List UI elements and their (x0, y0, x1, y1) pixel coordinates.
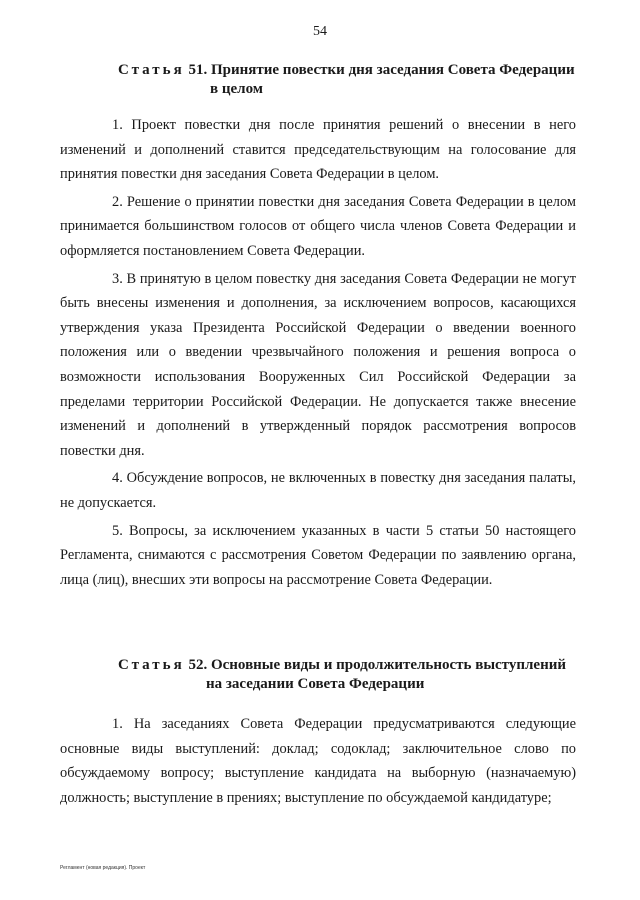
paragraph: 3. В принятую в целом повестку дня заседания Совета Федерации не могут быть внесены изменения и дополнения, за исключением вопросов, касающихся утверждения указа Президента Российской Федерации о введении военного положения или о введении чрезвычайного положения и решения вопроса о возможности использования Вооруженных Сил Российской Федерации за пределами территории Российской Федерации. Не допускается также внесение изменений и дополнений в утвержденный порядок рассмотрения вопросов повестки дня. (60, 270, 576, 459)
footer-note: Регламент (новая редакция). Проект (60, 865, 146, 871)
article-51-body (60, 113, 576, 595)
article-label: Статья (118, 62, 185, 78)
article-52-heading (118, 656, 566, 694)
article-title-continuation: в целом (210, 81, 263, 97)
paragraph: 4. Обсуждение вопросов, не включенных в повестку дня заседания палаты, не допускается. (60, 470, 576, 511)
article-title: Принятие повестки дня заседания Совета Федерации (210, 62, 575, 78)
page-number: 54 (313, 24, 327, 39)
paragraph: 2. Решение о принятии повестки дня заседания Совета Федерации в целом принимается большинством голосов от общего числа членов Совета Федерации и оформляется постановлением Совета Федерации. (60, 193, 576, 259)
article-number: 52. (188, 657, 208, 673)
article-label: Статья (118, 657, 185, 673)
article-52-body (60, 712, 576, 813)
paragraph: 1. На заседаниях Совета Федерации предусматриваются следующие основные виды выступлений: доклад; содоклад; заключительное слово по обсуждаемому вопросу; выступление кандидата на выборную (назначаемую) должность; выступление в прениях; выступление по обсуждаемой кандидатуре; (60, 716, 576, 806)
paragraph: 1. Проект повестки дня после принятия решений о внесении в него изменений и дополнений ставится председательствующим на голосование для принятия повестки дня заседания Совета Федерации в целом. (60, 117, 576, 183)
article-title: Основные виды и продолжительность выступлений (210, 657, 566, 673)
paragraph: 5. Вопросы, за исключением указанных в части 5 статьи 50 настоящего Регламента, снимаются с рассмотрения Советом Федерации по заявлению органа, лица (лиц), внесших эти вопросы на рассмотрение Совета Федерации. (60, 522, 576, 588)
article-51-heading (118, 61, 575, 99)
article-title-continuation: на заседании Совета Федерации (206, 676, 425, 692)
article-number: 51. (188, 62, 208, 78)
